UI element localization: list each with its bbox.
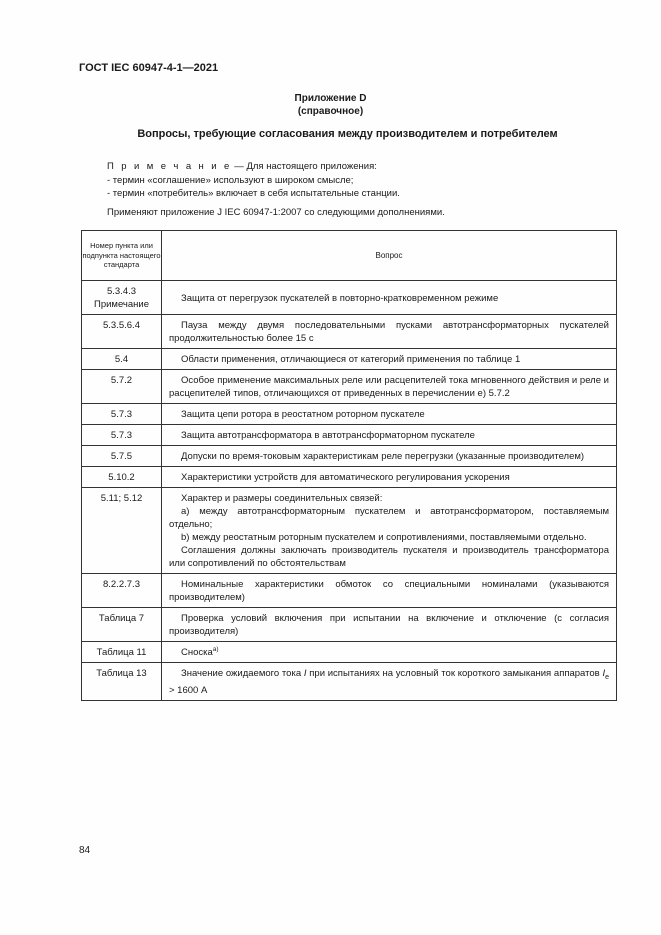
rated-current-subscript: e	[605, 673, 610, 681]
annex-title: Приложение D	[294, 93, 367, 104]
table-row	[82, 467, 617, 488]
row-question	[162, 488, 617, 574]
row-question: Характеристики устройств для автоматического регулирования ускорения	[162, 467, 617, 488]
question-line: Соглашения должны заключать производитель пускателя и производитель трансформатора или сопротивлений по обстоятельствам	[169, 545, 609, 569]
question-line: b) между реостатным роторным пускателем и сопротивлениями, поставляемыми отдельно.	[181, 532, 587, 543]
table-row	[82, 663, 617, 701]
note-item: - термин «соглашение» используют в широком смысле;	[107, 174, 354, 186]
row-number: 5.3.5.6.4	[82, 315, 162, 349]
row-question: Проверка условий включения при испытании на включение и отключение (с согласия производителя)	[162, 608, 617, 642]
row-question: Пауза между двумя последовательными пусками автотрансформаторных пускателей продолжительностью более 15 с	[162, 315, 617, 349]
row-number: Таблица 11	[82, 642, 162, 663]
question-line: а) между автотрансформаторным пускателем и автотрансформатором, поставляемым отдельно;	[169, 506, 609, 530]
table-row	[82, 425, 617, 446]
annex-subtitle: (справочное)	[297, 106, 364, 117]
question-text: Сноска	[181, 647, 213, 658]
note-line	[107, 160, 400, 174]
table-row	[82, 642, 617, 663]
table-row	[82, 349, 617, 370]
row-number-line: Примечание	[94, 299, 149, 310]
row-question: Области применения, отличающиеся от категорий применения по таблице 1	[162, 349, 617, 370]
row-number: Таблица 13	[82, 663, 162, 701]
main-title: Вопросы, требующие согласования между производителем и потребителем	[137, 128, 558, 140]
note-intro: — Для настоящего приложения:	[231, 161, 377, 172]
question-text: Значение ожидаемого тока	[181, 668, 304, 679]
question-text: при испытаниях на условный ток короткого замыкания аппаратов	[306, 668, 603, 679]
table-row	[82, 574, 617, 608]
table-header-row	[82, 231, 617, 281]
note-item: - термин «потребитель» включает в себя испытательные станции.	[107, 188, 400, 199]
table-row	[82, 446, 617, 467]
note-block	[107, 160, 400, 201]
row-question: Защита от перегрузок пускателей в повторно-кратковременном режиме	[162, 281, 617, 315]
row-number: 5.4	[82, 349, 162, 370]
row-question	[162, 642, 617, 663]
row-number: 5.7.3	[82, 404, 162, 425]
table-row	[82, 315, 617, 349]
question-line: Характер и размеры соединительных связей:	[181, 493, 383, 504]
page-number: 84	[79, 845, 91, 856]
apply-text: Применяют приложение J IEC 60947-1:2007 со следующими дополнениями.	[107, 207, 445, 218]
col-header-question: Вопрос	[162, 231, 617, 281]
row-number: 5.7.2	[82, 370, 162, 404]
table-row	[82, 608, 617, 642]
row-number: Таблица 7	[82, 608, 162, 642]
annex-heading	[0, 92, 661, 118]
row-number: 5.7.5	[82, 446, 162, 467]
row-number-line: 5.3.4.3	[106, 286, 137, 297]
row-number: 5.10.2	[82, 467, 162, 488]
table-row	[82, 370, 617, 404]
table-row	[82, 488, 617, 574]
row-number: 5.11; 5.12	[82, 488, 162, 574]
row-question: Особое применение максимальных реле или расцепителей тока мгновенного действия и реле и расцепителей типов, отличающихся от приведенных в перечислении е) 5.7.2	[162, 370, 617, 404]
current-symbol: I	[303, 668, 307, 679]
table-row	[82, 281, 617, 315]
table-row	[82, 404, 617, 425]
note-label: П р и м е ч а н и е	[107, 161, 232, 172]
questions-table	[81, 230, 617, 701]
row-number: 5.7.3	[82, 425, 162, 446]
rated-current-symbol: I	[602, 668, 606, 679]
row-question: Номинальные характеристики обмоток со специальными номиналами (указываются производителем)	[162, 574, 617, 608]
row-number: 8.2.2.7.3	[82, 574, 162, 608]
question-text: > 1600 А	[169, 684, 208, 696]
row-question: Защита автотрансформатора в автотрансформаторном пускателе	[162, 425, 617, 446]
row-question: Допуски по время-токовым характеристикам реле перегрузки (указанные производителем)	[162, 446, 617, 467]
row-number	[82, 281, 162, 315]
row-question: Защита цепи ротора в реостатном роторном пускателе	[162, 404, 617, 425]
document-header: ГОСТ IEC 60947-4-1—2021	[79, 62, 219, 74]
footnote-mark: a)	[212, 645, 219, 653]
row-question	[162, 663, 617, 701]
col-header-number: Номер пункта или подпункта настоящего стандарта	[82, 231, 162, 281]
